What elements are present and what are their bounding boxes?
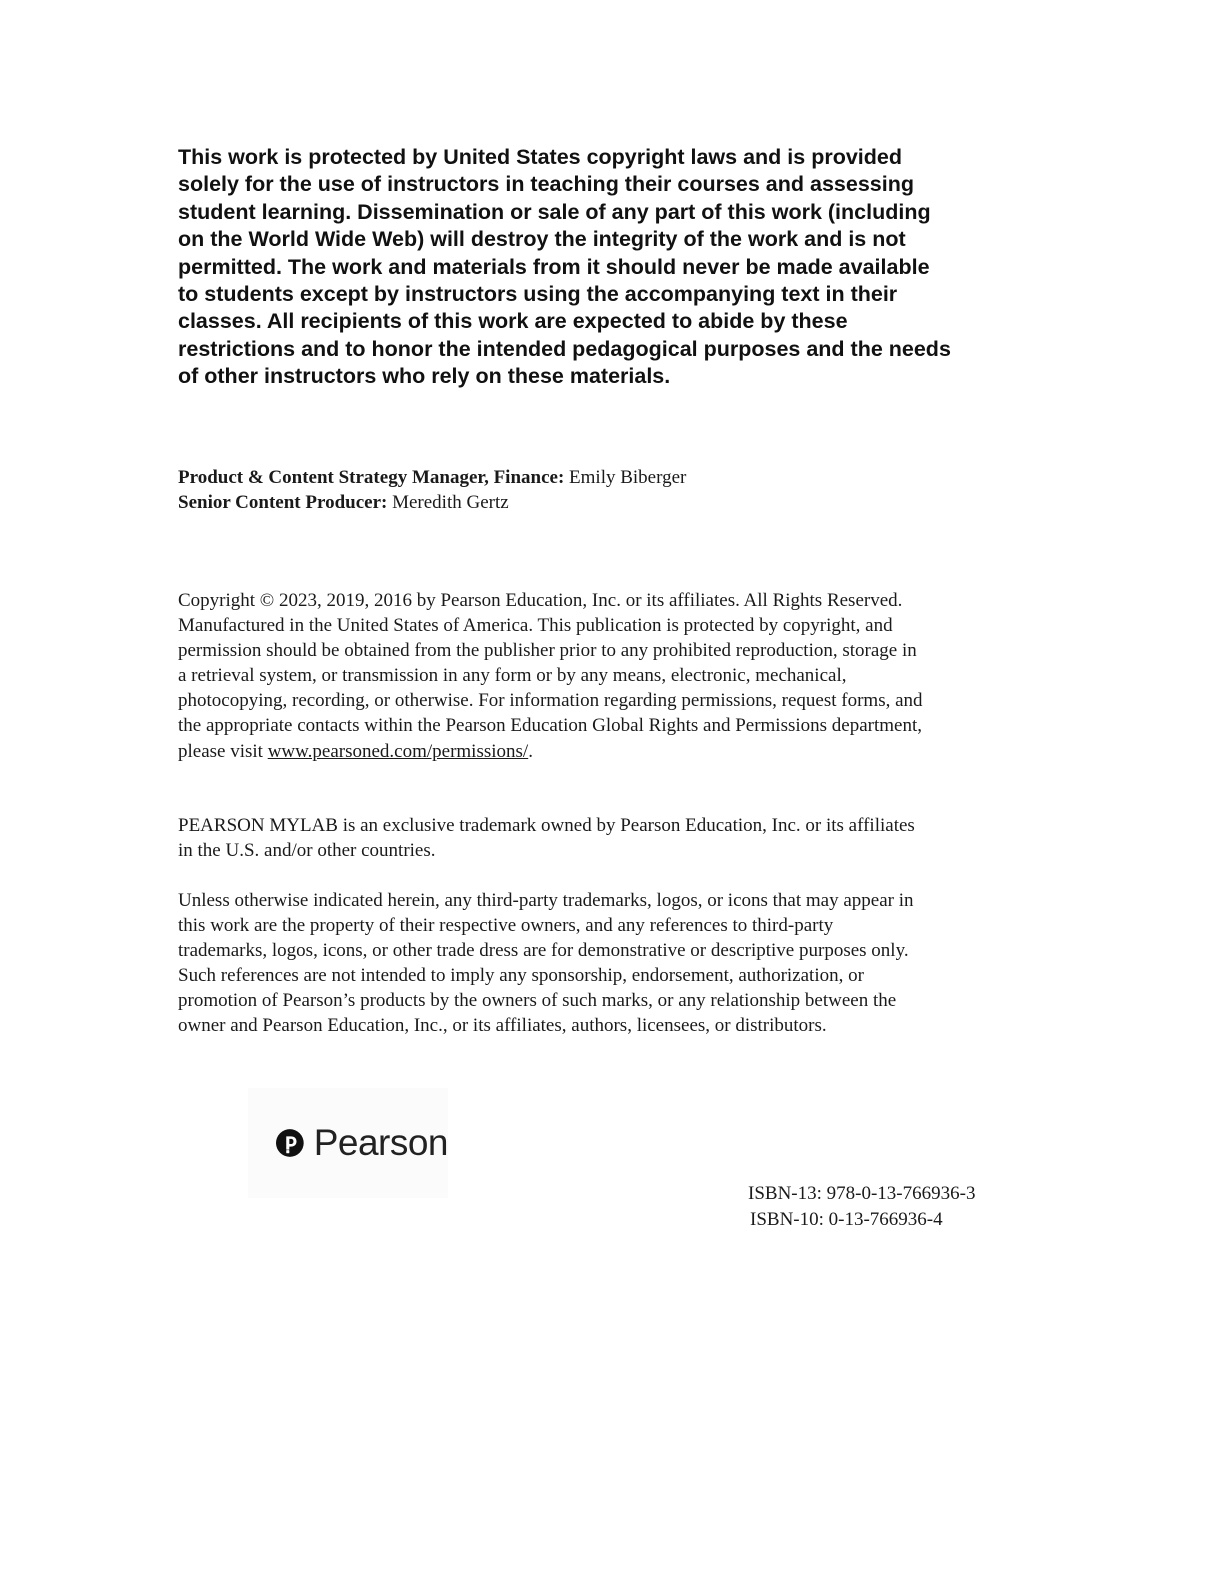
copyright-line: Manufactured in the United States of America. This publication is protected by copyright, and (178, 615, 893, 637)
copyright-paragraph (178, 588, 1058, 764)
trademark-line: PEARSON MYLAB is an exclusive trademark owned by Pearson Education, Inc. or its affiliates (178, 815, 915, 836)
trademark-line: in the U.S. and/or other countries. (178, 840, 436, 862)
third-party-line: this work are the property of their respective owners, and any references to third-party (178, 915, 834, 937)
notice-line: restrictions and to honor the intended pedagogical purposes and the needs (178, 336, 951, 361)
notice-line: classes. All recipients of this work are expected to abide by these (178, 309, 848, 334)
credit-name: Emily Biberger (569, 467, 687, 488)
third-party-line: owner and Pearson Education, Inc., or its affiliates, authors, licensees, or distributors. (178, 1015, 827, 1037)
credit-role: Product & Content Strategy Manager, Finance: (178, 467, 565, 488)
isbn-block (748, 1181, 975, 1232)
pearson-logo (248, 1088, 448, 1198)
third-party-line: trademarks, logos, icons, or other trade dress are for demonstrative or descriptive purposes only. (178, 940, 909, 962)
notice-line: of other instructors who rely on these materials. (178, 364, 671, 389)
permissions-link[interactable]: www.pearsoned.com/permissions/ (267, 740, 529, 762)
visit-suffix: . (528, 740, 533, 762)
third-party-line: promotion of Pearson’s products by the owners of such marks, or any relationship between the (178, 990, 897, 1012)
third-party-line: Unless otherwise indicated herein, any third-party trademarks, logos, or icons that may appear in (178, 890, 914, 911)
instructor-notice (178, 144, 1048, 391)
credits (178, 465, 1078, 515)
notice-line: student learning. Dissemination or sale of any part of this work (including (178, 199, 931, 224)
copyright-line: permission should be obtained from the publisher prior to any prohibited reproduction, storage in (178, 640, 917, 662)
notice-line: solely for the use of instructors in teaching their courses and assessing (178, 172, 914, 197)
credit-line (178, 465, 1078, 490)
visit-prefix: please visit (178, 740, 268, 762)
copyright-line: a retrieval system, or transmission in any form or by any means, electronic, mechanical, (178, 665, 847, 687)
trademark-paragraph (178, 813, 1058, 863)
notice-line: This work is protected by United States copyright laws and is provided (178, 145, 902, 169)
third-party-line: Such references are not intended to imply any sponsorship, endorsement, authorization, or (178, 965, 864, 987)
copyright-line: photocopying, recording, or otherwise. For information regarding permissions, request forms, and (178, 690, 923, 712)
notice-line: permitted. The work and materials from it should never be made available (178, 254, 930, 279)
notice-line: to students except by instructors using the accompanying text in their (178, 282, 898, 307)
copyright-line: Copyright © 2023, 2019, 2016 by Pearson Education, Inc. or its affiliates. All Rights Reserved. (178, 590, 903, 611)
credit-line (178, 490, 1078, 515)
pearson-wordmark: Pearson (313, 1122, 448, 1163)
credit-role: Senior Content Producer: (178, 492, 388, 513)
isbn-13: ISBN-13: 978-0-13-766936-3 (748, 1183, 976, 1204)
isbn-10: ISBN-10: 0-13-766936-4 (750, 1208, 943, 1230)
copyright-line (178, 739, 1058, 764)
notice-line: on the World Wide Web) will destroy the integrity of the work and is not (178, 227, 906, 252)
credit-name: Meredith Gertz (392, 492, 509, 513)
pearson-p-icon (276, 1116, 304, 1170)
copyright-line: the appropriate contacts within the Pearson Education Global Rights and Permissions department, (178, 715, 923, 737)
third-party-paragraph (178, 888, 1058, 1039)
